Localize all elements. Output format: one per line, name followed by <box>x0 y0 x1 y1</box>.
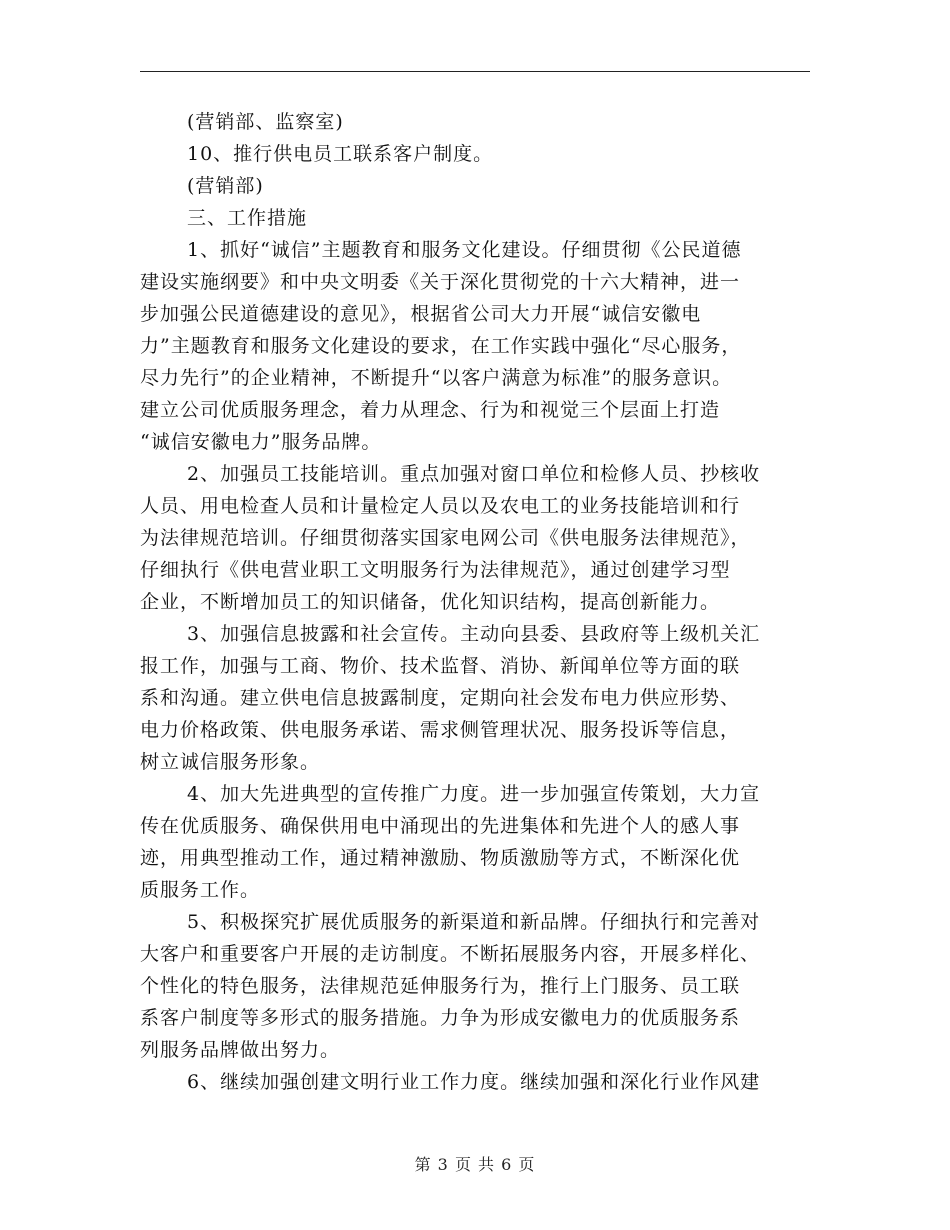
text-line: 系客户制度等多形式的服务措施。力争为形成安徽电力的优质服务系 <box>140 1007 741 1029</box>
text-line: 企业，不断增加员工的知识储备，优化知识结构，提高创新能力。 <box>140 591 721 613</box>
text-line: 建设实施纲要》和中央文明委《关于深化贯彻党的十六大精神，进一 <box>140 271 741 293</box>
text-line: 质服务工作。 <box>140 879 261 901</box>
text-line: 人员、用电检查人员和计量检定人员以及农电工的业务技能培训和行 <box>140 495 741 517</box>
text-line: (营销部) <box>187 175 264 197</box>
text-line: 大客户和重要客户开展的走访制度。不断拓展服务内容，开展多样化、 <box>140 943 761 965</box>
header-rule <box>140 71 810 72</box>
text-line: 树立诚信服务形象。 <box>140 751 321 773</box>
text-line: 建立公司优质服务理念，着力从理念、行为和视觉三个层面上打造 <box>140 399 721 421</box>
text-line: 2、加强员工技能培训。重点加强对窗口单位和检修人员、抄核收 <box>187 463 761 485</box>
text-line: 4、加大先进典型的宣传推广力度。进一步加强宣传策划，大力宣 <box>187 783 761 805</box>
text-line: 力”主题教育和服务文化建设的要求，在工作实践中强化“尽心服务， <box>140 335 742 357</box>
text-line: 3、加强信息披露和社会宣传。主动向县委、县政府等上级机关汇 <box>187 623 761 645</box>
text-line: 10、推行供电员工联系客户制度。 <box>187 143 494 165</box>
text-line: 报工作，加强与工商、物价、技术监督、消协、新闻单位等方面的联 <box>140 655 741 677</box>
text-line: 尽力先行”的企业精神，不断提升“以客户满意为标准”的服务意识。 <box>140 367 733 389</box>
text-line: 迹，用典型推动工作，通过精神激励、物质激励等方式，不断深化优 <box>140 847 741 869</box>
text-line: (营销部、监察室) <box>187 111 344 133</box>
text-line: 步加强公民道德建设的意见》，根据省公司大力开展“诚信安徽电 <box>140 303 702 325</box>
text-line: 为法律规范培训。仔细贯彻落实国家电网公司《供电服务法律规范》， <box>140 527 751 549</box>
document-body <box>140 106 810 1098</box>
text-line: 6、继续加强创建文明行业工作力度。继续加强和深化行业作风建 <box>187 1071 761 1093</box>
page-number-footer: 第 3 页 共 6 页 <box>414 1155 536 1174</box>
text-line: 仔细执行《供电营业职工文明服务行为法律规范》，通过创建学习型 <box>140 559 731 581</box>
text-line: 系和沟通。建立供电信息披露制度，定期向社会发布电力供应形势、 <box>140 687 741 709</box>
text-line: 5、积极探究扩展优质服务的新渠道和新品牌。仔细执行和完善对 <box>187 911 761 933</box>
text-line: 电力价格政策、供电服务承诺、需求侧管理状况、服务投诉等信息， <box>140 719 741 741</box>
section-heading: 三、工作措施 <box>187 207 308 229</box>
text-line: 1、抓好“诚信”主题教育和服务文化建设。仔细贯彻《公民道德 <box>187 239 742 261</box>
text-line: 传在优质服务、确保供用电中涌现出的先进集体和先进个人的感人事 <box>140 815 741 837</box>
text-line: 个性化的特色服务，法律规范延伸服务行为，推行上门服务、员工联 <box>140 975 741 997</box>
text-line: “诚信安徽电力”服务品牌。 <box>140 431 382 453</box>
text-line: 列服务品牌做出努力。 <box>140 1039 341 1061</box>
